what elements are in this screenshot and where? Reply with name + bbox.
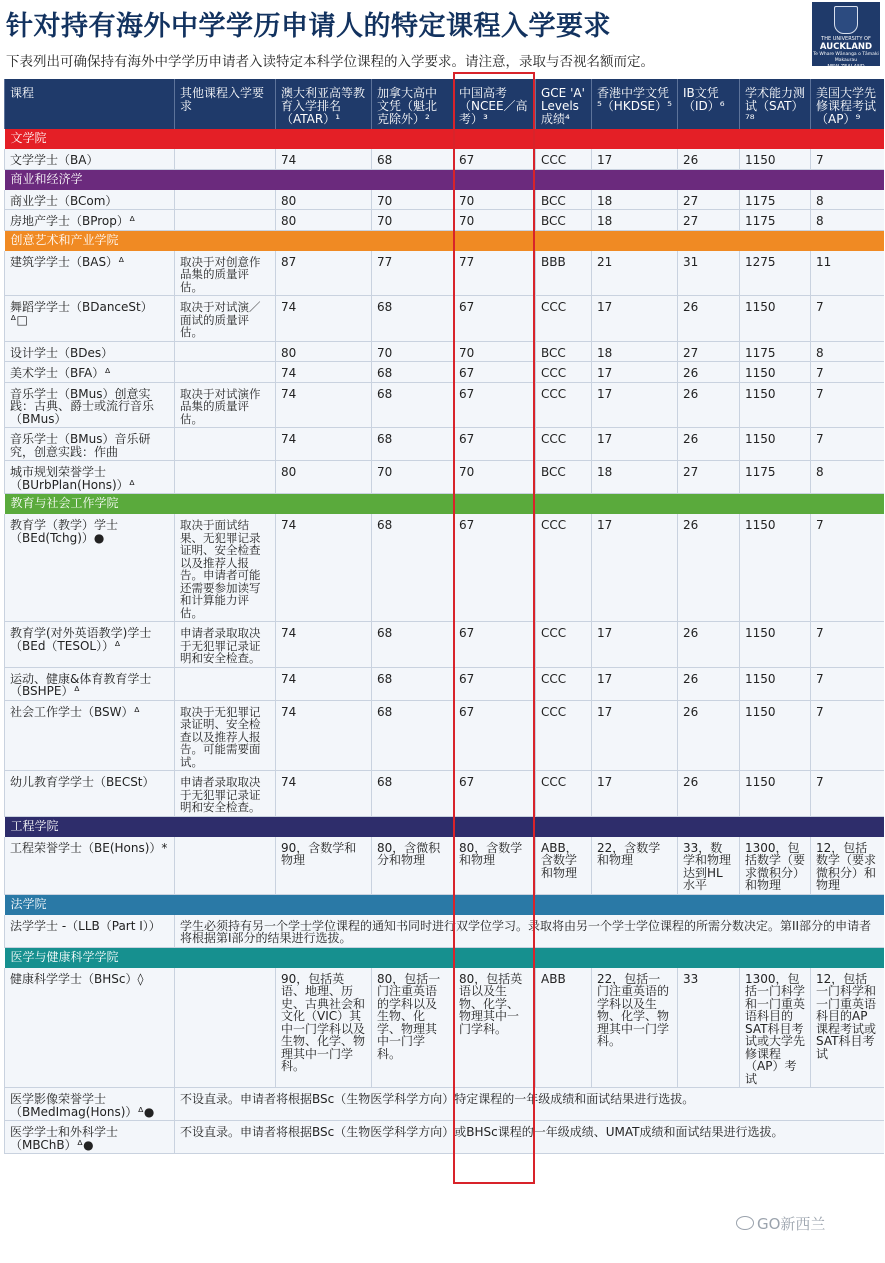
- score-cell: 1150: [740, 667, 811, 700]
- requirement-cell: 取决于对试演／面试的质量评估。: [175, 296, 276, 342]
- score-cell: 90，包括英语、地理、历史、古典社会和文化（VIC）其中一门学科以及生物、化学、物理其中一门学科。: [276, 968, 372, 1088]
- score-cell: 26: [678, 622, 740, 668]
- score-cell: 74: [276, 382, 372, 428]
- score-cell: 67: [454, 149, 536, 169]
- score-cell: 74: [276, 667, 372, 700]
- score-cell: 70: [454, 190, 536, 210]
- requirement-cell: [175, 362, 276, 383]
- table-row: [5, 190, 884, 210]
- score-cell: 17: [592, 667, 678, 700]
- score-cell: 67: [454, 382, 536, 428]
- score-cell: 70: [372, 341, 454, 362]
- requirement-cell: [175, 968, 276, 1088]
- logo-line2: AUCKLAND: [819, 42, 873, 52]
- table-row: [5, 428, 884, 461]
- merged-note-cell: 不设直录。申请者将根据BSc（生物医学科学方向）特定课程的一年级成绩和面试结果进行选拔。: [175, 1088, 884, 1121]
- score-cell: 70: [454, 210, 536, 231]
- logo-line4: NEW ZEALAND: [827, 64, 865, 70]
- score-cell: 8: [811, 190, 884, 210]
- table-row: [5, 341, 884, 362]
- score-cell: 87: [276, 251, 372, 296]
- score-cell: 17: [592, 771, 678, 817]
- section-row: [5, 894, 884, 915]
- score-cell: 1150: [740, 622, 811, 668]
- score-cell: BCC: [536, 190, 592, 210]
- col-header: 加拿大高中文凭（魁北克除外）²: [372, 79, 454, 129]
- score-cell: ABB: [536, 968, 592, 1088]
- table-row: [5, 622, 884, 668]
- score-cell: 67: [454, 667, 536, 700]
- score-cell: 26: [678, 149, 740, 169]
- score-cell: CCC: [536, 514, 592, 622]
- program-cell: 教育学（教学）学士（BEd(Tchg)）●: [5, 514, 175, 622]
- score-cell: 67: [454, 622, 536, 668]
- col-header: 学术能力测试（SAT）⁷⁸: [740, 79, 811, 129]
- score-cell: 1150: [740, 771, 811, 817]
- merged-note-cell: 不设直录。申请者将根据BSc（生物医学科学方向）或BHSc课程的一年级成绩、UMAT成绩和面试结果进行选拔。: [175, 1121, 884, 1154]
- score-cell: CCC: [536, 771, 592, 817]
- score-cell: 1150: [740, 382, 811, 428]
- score-cell: BCC: [536, 341, 592, 362]
- score-cell: 17: [592, 362, 678, 383]
- col-header: 中国高考（NCEE／高考）³: [454, 79, 536, 129]
- table-row: [5, 461, 884, 494]
- score-cell: 26: [678, 771, 740, 817]
- score-cell: 7: [811, 622, 884, 668]
- score-cell: 26: [678, 382, 740, 428]
- requirement-cell: 取决于面试结果、无犯罪记录证明、安全检查以及推荐人报告。申请者可能还需要参加读写和计算能力评估。: [175, 514, 276, 622]
- table-row: [5, 837, 884, 895]
- score-cell: 90，含数学和物理: [276, 837, 372, 895]
- requirement-cell: [175, 667, 276, 700]
- requirement-cell: [175, 461, 276, 494]
- header-row: [5, 79, 884, 129]
- program-cell: 音乐学士（BMus）音乐研究，创意实践：作曲: [5, 428, 175, 461]
- program-cell: 商业学士（BCom）: [5, 190, 175, 210]
- score-cell: 8: [811, 210, 884, 231]
- score-cell: 70: [372, 210, 454, 231]
- table-row: [5, 1088, 884, 1121]
- score-cell: 26: [678, 296, 740, 342]
- score-cell: 17: [592, 428, 678, 461]
- score-cell: 26: [678, 700, 740, 771]
- program-cell: 房地产学士（BProp）ᐞ: [5, 210, 175, 231]
- score-cell: 80，含数学和物理: [454, 837, 536, 895]
- score-cell: 33，数学和物理达到HL水平: [678, 837, 740, 895]
- score-cell: 1300，包括数学（要求微积分）和物理: [740, 837, 811, 895]
- score-cell: 74: [276, 362, 372, 383]
- score-cell: 68: [372, 622, 454, 668]
- program-cell: 健康科学学士（BHSc）◊: [5, 968, 175, 1088]
- score-cell: 80: [276, 190, 372, 210]
- score-cell: 74: [276, 514, 372, 622]
- table-row: [5, 667, 884, 700]
- col-header: 美国大学先修课程考试（AP）⁹: [811, 79, 884, 129]
- score-cell: 7: [811, 428, 884, 461]
- score-cell: 26: [678, 667, 740, 700]
- section-row: [5, 494, 884, 515]
- page-subtitle: 下表列出可确保持有海外中学学历申请者入读特定本科学位课程的入学要求。请注意，录取与否视名额而定。: [6, 54, 654, 70]
- score-cell: CCC: [536, 428, 592, 461]
- score-cell: 27: [678, 461, 740, 494]
- score-cell: 67: [454, 514, 536, 622]
- score-cell: 17: [592, 149, 678, 169]
- score-cell: 74: [276, 622, 372, 668]
- col-header: IB文凭（ID）⁶: [678, 79, 740, 129]
- score-cell: 68: [372, 700, 454, 771]
- score-cell: 18: [592, 461, 678, 494]
- program-cell: 城市规划荣誉学士（BUrbPlan(Hons)）ᐞ: [5, 461, 175, 494]
- score-cell: 80，包括英语以及生物、化学、物理其中一门学科。: [454, 968, 536, 1088]
- score-cell: 74: [276, 296, 372, 342]
- score-cell: 31: [678, 251, 740, 296]
- score-cell: CCC: [536, 362, 592, 383]
- table-row: [5, 210, 884, 231]
- score-cell: 70: [454, 461, 536, 494]
- col-header: GCE 'A' Levels成绩⁴: [536, 79, 592, 129]
- score-cell: 8: [811, 341, 884, 362]
- requirement-cell: 申请者录取取决于无犯罪记录证明和安全检查。: [175, 622, 276, 668]
- score-cell: 68: [372, 149, 454, 169]
- score-cell: 18: [592, 210, 678, 231]
- score-cell: 8: [811, 461, 884, 494]
- section-label: 商业和经济学: [5, 169, 884, 190]
- program-cell: 美术学士（BFA）ᐞ: [5, 362, 175, 383]
- score-cell: 70: [372, 461, 454, 494]
- section-row: [5, 947, 884, 968]
- score-cell: 70: [454, 341, 536, 362]
- score-cell: 74: [276, 771, 372, 817]
- score-cell: 12，包括数学（要求微积分）和物理: [811, 837, 884, 895]
- requirement-cell: [175, 210, 276, 231]
- program-cell: 音乐学士（BMus）创意实践：古典、爵士或流行音乐（BMus）: [5, 382, 175, 428]
- score-cell: 1300，包括一门科学和一门重英语科目的SAT科目考试或大学先修课程（AP）考试: [740, 968, 811, 1088]
- score-cell: 68: [372, 667, 454, 700]
- score-cell: CCC: [536, 296, 592, 342]
- score-cell: 77: [454, 251, 536, 296]
- score-cell: 11: [811, 251, 884, 296]
- score-cell: 80: [276, 341, 372, 362]
- score-cell: CCC: [536, 622, 592, 668]
- section-label: 教育与社会工作学院: [5, 494, 884, 515]
- score-cell: 22，含数学和物理: [592, 837, 678, 895]
- program-cell: 教育学(对外英语教学)学士（BEd（TESOL））ᐞ: [5, 622, 175, 668]
- program-cell: 建筑学学士（BAS）ᐞ: [5, 251, 175, 296]
- section-row: [5, 816, 884, 837]
- score-cell: 7: [811, 382, 884, 428]
- score-cell: 22，包括一门注重英语的学科以及生物、化学、物理其中一门学科。: [592, 968, 678, 1088]
- program-cell: 运动、健康&体育教育学士（BSHPE）ᐞ: [5, 667, 175, 700]
- score-cell: 1150: [740, 514, 811, 622]
- table-row: [5, 382, 884, 428]
- score-cell: 26: [678, 362, 740, 383]
- section-row: [5, 129, 884, 149]
- score-cell: BCC: [536, 461, 592, 494]
- score-cell: 74: [276, 428, 372, 461]
- entry-requirements-table: [4, 79, 884, 1154]
- requirement-cell: 申请者录取取决于无犯罪记录证明和安全检查。: [175, 771, 276, 817]
- program-cell: 医学影像荣誉学士（BMedImag(Hons)）ᐞ●: [5, 1088, 175, 1121]
- score-cell: CCC: [536, 667, 592, 700]
- score-cell: 67: [454, 362, 536, 383]
- score-cell: CCC: [536, 149, 592, 169]
- col-header: 澳大利亚高等教育入学排名（ATAR）¹: [276, 79, 372, 129]
- program-cell: 法学学士 -（LLB（Part I））: [5, 915, 175, 948]
- score-cell: 80: [276, 461, 372, 494]
- requirement-cell: [175, 149, 276, 169]
- col-header: 课程: [5, 79, 175, 129]
- watermark: [736, 1213, 825, 1234]
- watermark-text: GO新西兰: [757, 1215, 826, 1233]
- score-cell: 77: [372, 251, 454, 296]
- program-cell: 工程荣誉学士（BE(Hons)）*: [5, 837, 175, 895]
- wechat-icon: [736, 1216, 754, 1230]
- score-cell: BCC: [536, 210, 592, 231]
- score-cell: 67: [454, 771, 536, 817]
- score-cell: 18: [592, 190, 678, 210]
- requirement-cell: [175, 428, 276, 461]
- score-cell: 1175: [740, 210, 811, 231]
- score-cell: 27: [678, 210, 740, 231]
- score-cell: 68: [372, 382, 454, 428]
- section-label: 医学与健康科学学院: [5, 947, 884, 968]
- requirement-cell: 取决于对创意作品集的质量评估。: [175, 251, 276, 296]
- score-cell: 7: [811, 700, 884, 771]
- university-logo: [812, 2, 880, 70]
- program-cell: 医学学士和外科学士（MBChB）ᐞ●: [5, 1121, 175, 1154]
- score-cell: 7: [811, 771, 884, 817]
- score-cell: 17: [592, 514, 678, 622]
- table-row: [5, 514, 884, 622]
- score-cell: 7: [811, 296, 884, 342]
- col-header: 香港中学文凭⁵（HKDSE）⁵: [592, 79, 678, 129]
- score-cell: 67: [454, 428, 536, 461]
- requirement-cell: [175, 837, 276, 895]
- score-cell: 1175: [740, 341, 811, 362]
- score-cell: 1275: [740, 251, 811, 296]
- score-cell: 12，包括一门科学和一门重英语科目的AP课程考试或SAT科目考试: [811, 968, 884, 1088]
- score-cell: BBB: [536, 251, 592, 296]
- score-cell: 26: [678, 514, 740, 622]
- score-cell: 17: [592, 296, 678, 342]
- table-row: [5, 700, 884, 771]
- program-cell: 舞蹈学学士（BDanceSt）ᐞ□: [5, 296, 175, 342]
- section-label: 法学院: [5, 894, 884, 915]
- score-cell: 1150: [740, 296, 811, 342]
- score-cell: 1150: [740, 149, 811, 169]
- page-title: 针对持有海外中学学历申请人的特定课程入学要求: [6, 11, 611, 42]
- score-cell: 74: [276, 149, 372, 169]
- score-cell: 70: [372, 190, 454, 210]
- table-row: [5, 915, 884, 948]
- score-cell: 1150: [740, 428, 811, 461]
- program-cell: 文学学士（BA）: [5, 149, 175, 169]
- score-cell: 18: [592, 341, 678, 362]
- score-cell: 74: [276, 700, 372, 771]
- program-cell: 设计学士（BDes）: [5, 341, 175, 362]
- score-cell: 1150: [740, 362, 811, 383]
- score-cell: 1150: [740, 700, 811, 771]
- score-cell: 80，含微积分和物理: [372, 837, 454, 895]
- table-row: [5, 296, 884, 342]
- section-row: [5, 230, 884, 251]
- table-row: [5, 968, 884, 1088]
- score-cell: 68: [372, 296, 454, 342]
- program-cell: 社会工作学士（BSW）ᐞ: [5, 700, 175, 771]
- score-cell: 7: [811, 362, 884, 383]
- program-cell: 幼儿教育学学士（BECSt）: [5, 771, 175, 817]
- score-cell: 26: [678, 428, 740, 461]
- score-cell: 7: [811, 149, 884, 169]
- table-row: [5, 362, 884, 383]
- score-cell: 27: [678, 190, 740, 210]
- section-label: 创意艺术和产业学院: [5, 230, 884, 251]
- score-cell: 33: [678, 968, 740, 1088]
- requirement-cell: [175, 190, 276, 210]
- logo-line3: Te Whare Wānanga o Tāmaki Makaurau: [813, 52, 879, 63]
- score-cell: 17: [592, 622, 678, 668]
- merged-note-cell: 学生必须持有另一个学士学位课程的通知书同时进行双学位学习。录取将由另一个学士学位课程的所需分数决定。第II部分的申请者将根据第I部分的结果进行选拔。: [175, 915, 884, 948]
- col-header: 其他课程入学要求: [175, 79, 276, 129]
- score-cell: 68: [372, 771, 454, 817]
- score-cell: 17: [592, 700, 678, 771]
- table-row: [5, 149, 884, 169]
- score-cell: 27: [678, 341, 740, 362]
- score-cell: 7: [811, 667, 884, 700]
- score-cell: 7: [811, 514, 884, 622]
- logo-line1: THE UNIVERSITY OF: [821, 36, 871, 42]
- score-cell: ABB，含数学和物理: [536, 837, 592, 895]
- score-cell: 67: [454, 296, 536, 342]
- score-cell: 68: [372, 362, 454, 383]
- section-label: 工程学院: [5, 816, 884, 837]
- section-label: 文学院: [5, 129, 884, 149]
- score-cell: CCC: [536, 382, 592, 428]
- score-cell: 1175: [740, 461, 811, 494]
- requirement-cell: 取决于对试演作品集的质量评估。: [175, 382, 276, 428]
- table-row: [5, 251, 884, 296]
- score-cell: 21: [592, 251, 678, 296]
- table-row: [5, 771, 884, 817]
- requirement-cell: 取决于无犯罪记录证明、安全检查以及推荐人报告。可能需要面试。: [175, 700, 276, 771]
- score-cell: CCC: [536, 700, 592, 771]
- score-cell: 68: [372, 514, 454, 622]
- score-cell: 17: [592, 382, 678, 428]
- requirement-cell: [175, 341, 276, 362]
- score-cell: 80: [276, 210, 372, 231]
- table-row: [5, 1121, 884, 1154]
- score-cell: 68: [372, 428, 454, 461]
- score-cell: 80，包括一门注重英语的学科以及生物、化学、物理其中一门学科。: [372, 968, 454, 1088]
- crest-icon: [834, 6, 858, 34]
- score-cell: 67: [454, 700, 536, 771]
- score-cell: 1175: [740, 190, 811, 210]
- section-row: [5, 169, 884, 190]
